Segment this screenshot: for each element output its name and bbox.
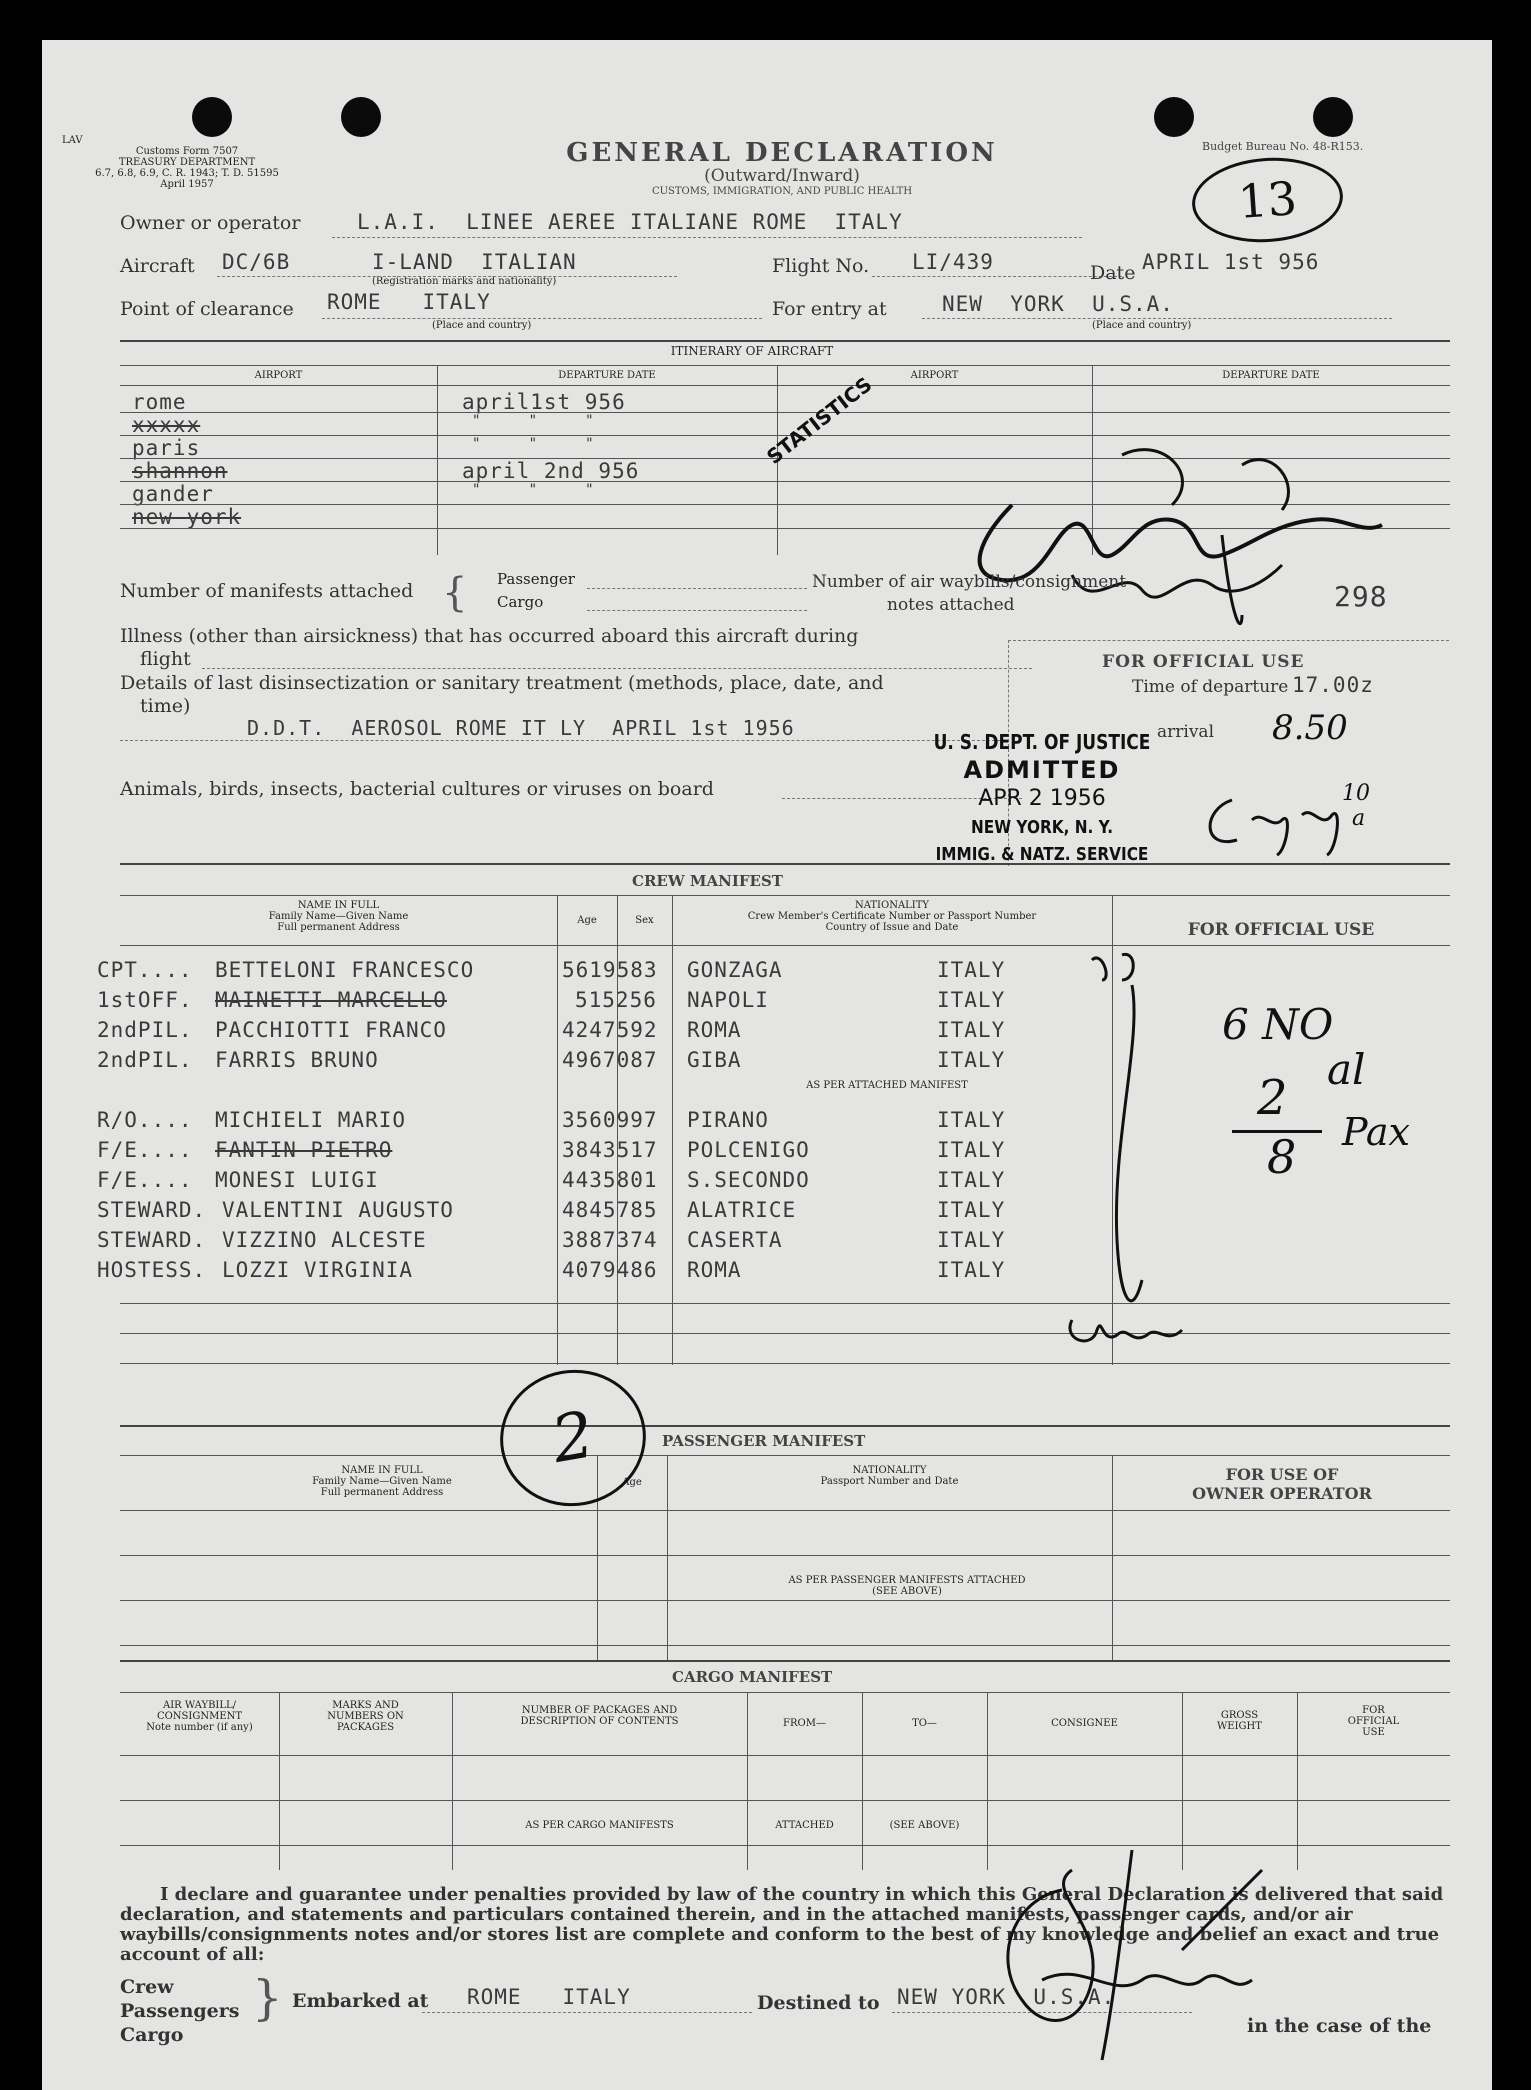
itinerary-col-departure: DEPARTURE DATE xyxy=(558,370,656,381)
crew-nationality: ITALY xyxy=(937,1048,1006,1072)
crew-id-number: 515256 xyxy=(575,988,657,1012)
passenger-col-name: NAME IN FULL Family Name—Given Name Full permanent Address xyxy=(312,1465,452,1498)
crew-bracket-mark xyxy=(1042,940,1242,1360)
crew-id-number: 4845785 xyxy=(562,1198,658,1222)
official-use-title: FOR OFFICIAL USE xyxy=(1102,652,1305,672)
arrival-label: arrival xyxy=(1157,722,1215,742)
clearance-label: Point of clearance xyxy=(120,298,294,320)
cargo-col-consignee: CONSIGNEE xyxy=(1051,1718,1118,1729)
disinsect-label-2: time) xyxy=(140,695,191,717)
note-two: 2 xyxy=(1257,1070,1288,1126)
crew-nationality: ITALY xyxy=(937,1108,1006,1132)
brace: { xyxy=(442,570,468,616)
itinerary-date: " " " xyxy=(472,413,595,429)
crew-role: F/E.... xyxy=(97,1138,193,1162)
flight-label: Flight No. xyxy=(772,255,870,277)
crew-manifest-title: CREW MANIFEST xyxy=(632,872,783,890)
passenger-count: 2 xyxy=(546,1398,600,1478)
itinerary-col-departure-2: DEPARTURE DATE xyxy=(1222,370,1320,381)
aircraft-type: DC/6B xyxy=(222,250,291,274)
form-number: Customs Form 7507 xyxy=(135,146,239,157)
cargo-col-marks: MARKS AND NUMBERS ON PACKAGES xyxy=(327,1700,404,1733)
punch-hole-4 xyxy=(1313,97,1353,137)
admitted-stamp-status: ADMITTED xyxy=(963,756,1121,784)
crew-issue-place: ALATRICE xyxy=(687,1198,797,1222)
crew-issue-place: GONZAGA xyxy=(687,958,783,982)
date-value: APRIL 1st 956 xyxy=(1142,250,1320,274)
note-eight: 8 xyxy=(1267,1130,1297,1184)
embarked-value: ROME ITALY xyxy=(467,1985,631,2009)
crew-nationality: ITALY xyxy=(937,1228,1006,1252)
note-crew-count: 6 NO xyxy=(1222,1000,1334,1049)
notes-attached-label: notes attached xyxy=(887,595,1015,615)
manifests-label: Number of manifests attached xyxy=(120,580,414,602)
crew-id-number: 3560997 xyxy=(562,1108,658,1132)
crew-issue-place: PIRANO xyxy=(687,1108,769,1132)
destined-value: NEW YORK U.S.A. xyxy=(897,1985,1116,2009)
cargo-note-see-above: (SEE ABOVE) xyxy=(889,1820,960,1831)
crew-official-notes xyxy=(1222,1000,1442,1200)
declaration-cargo: Cargo xyxy=(120,2024,184,2046)
budget-number: Budget Bureau No. 48-R153. xyxy=(1202,140,1364,153)
waybill-count: 298 xyxy=(1334,580,1388,613)
owner-label: Owner or operator xyxy=(120,212,301,234)
itinerary-date: april 2nd 956 xyxy=(462,459,640,483)
crew-name: FARRIS BRUNO xyxy=(215,1048,379,1072)
page-number: 13 xyxy=(1236,171,1299,229)
itinerary-airport: xxxxx xyxy=(132,413,201,437)
crew-id-number: 4967087 xyxy=(562,1048,658,1072)
document-page xyxy=(42,40,1492,2090)
passenger-col-owner: FOR USE OF OWNER OPERATOR xyxy=(1192,1465,1372,1503)
itinerary-airport: gander xyxy=(132,482,214,506)
crew-id-number: 3843517 xyxy=(562,1138,658,1162)
admitted-stamp-date: APR 2 1956 xyxy=(978,786,1106,811)
manifest-cargo-label: Cargo xyxy=(497,593,544,611)
cargo-col-to: TO— xyxy=(912,1718,937,1729)
arrival-value: 8.50 xyxy=(1272,708,1348,748)
document-subtitle: (Outward/Inward) xyxy=(704,166,860,186)
itinerary-col-airport-2: AIRPORT xyxy=(910,370,959,381)
entry-value: NEW YORK U.S.A. xyxy=(942,292,1174,316)
cargo-col-waybill: AIR WAYBILL/ CONSIGNMENT Note number (if any) xyxy=(146,1700,253,1733)
passenger-col-age: Age xyxy=(622,1477,642,1488)
crew-name: MICHIELI MARIO xyxy=(215,1108,407,1132)
crew-nationality: ITALY xyxy=(937,958,1006,982)
department: TREASURY DEPARTMENT xyxy=(118,157,256,168)
note-pax: Pax xyxy=(1342,1110,1410,1154)
declaration-text: I declare and guarantee under penalties provided by law of the country in which this General Declaration is delivered that said declaration, and statements and particulars contained therein, and in the attached manifests, passenger cards, and/or air waybills/consignments notes and/or stores list are complete and conform to the best of my knowledge and belief an exact and true account of all: xyxy=(120,1884,1444,1965)
crew-issue-place: ROMA xyxy=(687,1258,742,1282)
itinerary-airport: rome xyxy=(132,390,187,414)
crew-col-name: NAME IN FULL Family Name—Given Name Full permanent Address xyxy=(268,900,409,933)
passenger-col-nationality: NATIONALITY Passport Number and Date xyxy=(820,1465,959,1487)
crew-role: CPT.... xyxy=(97,958,193,982)
svg-text:a: a xyxy=(1352,806,1366,831)
crew-role: HOSTESS. xyxy=(97,1258,207,1282)
crew-issue-place: GIBA xyxy=(687,1048,742,1072)
passenger-attached-note: AS PER PASSENGER MANIFESTS ATTACHED (SEE ABOVE) xyxy=(788,1575,1026,1597)
entry-label: For entry at xyxy=(772,298,887,320)
crew-col-age: Age xyxy=(577,915,597,926)
punch-hole-3 xyxy=(1154,97,1194,137)
crew-name: BETTELONI FRANCESCO xyxy=(215,958,475,982)
crew-name: PACCHIOTTI FRANCO xyxy=(215,1018,447,1042)
crew-issue-place: POLCENIGO xyxy=(687,1138,810,1162)
embarked-label: Embarked at xyxy=(292,1990,429,2012)
clearance-value: ROME ITALY xyxy=(327,290,491,314)
crew-role: STEWARD. xyxy=(97,1198,207,1222)
cargo-col-official: FOR OFFICIAL USE xyxy=(1347,1705,1400,1738)
crew-role: 1stOFF. xyxy=(97,988,193,1012)
crew-issue-place: ROMA xyxy=(687,1018,742,1042)
place-caption-2: (Place and country) xyxy=(1092,320,1192,331)
case-text: in the case of the xyxy=(1247,2015,1432,2037)
cargo-manifest-title: CARGO MANIFEST xyxy=(672,1668,833,1686)
crew-name: MONESI LUIGI xyxy=(215,1168,379,1192)
passenger-manifest-title: PASSENGER MANIFEST xyxy=(662,1432,866,1450)
crew-nationality: ITALY xyxy=(937,1138,1006,1162)
crew-col-nationality: NATIONALITY Crew Member's Certificate Number or Passport Number Country of Issue and Date xyxy=(747,900,1037,933)
declaration-crew: Crew xyxy=(120,1976,174,1998)
passenger-count-circled xyxy=(489,1358,656,1517)
declaration-brace: } xyxy=(252,1970,283,2026)
destined-label: Destined to xyxy=(757,1992,880,2014)
itinerary-airport: new york xyxy=(132,505,242,529)
crew-attached-note: AS PER ATTACHED MANIFEST xyxy=(806,1080,968,1091)
document-subtitle-2: CUSTOMS, IMMIGRATION, AND PUBLIC HEALTH xyxy=(651,186,913,197)
flight-value: LI/439 xyxy=(912,250,994,274)
crew-name: VIZZINO ALCESTE xyxy=(222,1228,427,1252)
manifest-passenger-label: Passenger xyxy=(497,570,575,588)
svg-text:10: 10 xyxy=(1342,781,1370,806)
page-number-circled xyxy=(1189,153,1345,247)
cargo-note-manifests: AS PER CARGO MANIFESTS xyxy=(525,1820,674,1831)
waybill-label: Number of air waybills/consignment xyxy=(812,572,1127,592)
departure-time-label: Time of departure xyxy=(1132,677,1289,697)
crew-id-number: 4247592 xyxy=(562,1018,658,1042)
cargo-note-attached: ATTACHED xyxy=(775,1820,834,1831)
departure-time-value: 17.00z xyxy=(1292,673,1374,697)
regulation-ref: 6.7, 6.8, 6.9, C. R. 1943; T. D. 51595 xyxy=(95,168,279,179)
declarant-signature xyxy=(982,1830,1302,2090)
animals-label: Animals, birds, insects, bacterial cultures or viruses on board xyxy=(120,778,714,800)
itinerary-date: " " " xyxy=(472,482,595,498)
crew-issue-place: CASERTA xyxy=(687,1228,783,1252)
itinerary-date: " " " xyxy=(472,436,595,452)
crew-nationality: ITALY xyxy=(937,1168,1006,1192)
itinerary-col-airport: AIRPORT xyxy=(254,370,303,381)
disinsect-label: Details of last disinsectization or sanitary treatment (methods, place, date, and xyxy=(120,672,884,694)
cargo-col-description: NUMBER OF PACKAGES AND DESCRIPTION OF CONTENTS xyxy=(520,1705,679,1727)
crew-role: STEWARD. xyxy=(97,1228,207,1252)
crew-name: LOZZI VIRGINIA xyxy=(222,1258,414,1282)
official-handwriting xyxy=(1192,770,1412,860)
admitted-stamp xyxy=(892,730,1192,865)
punch-hole-2 xyxy=(341,97,381,137)
crew-role: R/O.... xyxy=(97,1108,193,1132)
illness-label-2: flight xyxy=(140,648,191,670)
crew-id-number: 5619583 xyxy=(562,958,658,982)
aircraft-label: Aircraft xyxy=(120,255,195,277)
statistics-stamp: STATISTICS xyxy=(762,372,877,469)
crew-role: 2ndPIL. xyxy=(97,1018,193,1042)
form-date: April 1957 xyxy=(160,179,214,190)
crew-id-number: 4435801 xyxy=(562,1168,658,1192)
crew-issue-place: NAPOLI xyxy=(687,988,769,1012)
disinsect-value: D.D.T. AEROSOL ROME IT LY APRIL 1st 1956 xyxy=(247,716,795,740)
crew-name: FANTIN PIETRO xyxy=(215,1138,393,1162)
registration-caption: (Registration marks and nationality) xyxy=(372,276,557,287)
cargo-col-weight: GROSS WEIGHT xyxy=(1217,1710,1262,1732)
date-label: Date xyxy=(1090,262,1136,284)
crew-id-number: 4079486 xyxy=(562,1258,658,1282)
crew-nationality: ITALY xyxy=(937,1258,1006,1282)
crew-role: 2ndPIL. xyxy=(97,1048,193,1072)
crew-role: F/E.... xyxy=(97,1168,193,1192)
crew-issue-place: S.SECONDO xyxy=(687,1168,810,1192)
admitted-stamp-service: IMMIG. & NATZ. SERVICE xyxy=(935,844,1149,865)
crew-nationality: ITALY xyxy=(937,988,1006,1012)
itinerary-airport: paris xyxy=(132,436,201,460)
itinerary-title: ITINERARY OF AIRCRAFT xyxy=(670,344,834,358)
crew-col-official: FOR OFFICIAL USE xyxy=(1187,920,1375,940)
admitted-stamp-agency: U. S. DEPT. OF JUSTICE xyxy=(933,730,1151,754)
declaration-passengers: Passengers xyxy=(120,2000,240,2022)
crew-name: VALENTINI AUGUSTO xyxy=(222,1198,454,1222)
form-id-block xyxy=(62,135,312,190)
itinerary-date: april1st 956 xyxy=(462,390,626,414)
crew-col-sex: Sex xyxy=(635,915,654,926)
admitted-stamp-city: NEW YORK, N. Y. xyxy=(970,817,1114,838)
aircraft-registration: I-LAND ITALIAN xyxy=(372,250,577,274)
cargo-col-from: FROM— xyxy=(783,1718,826,1729)
crew-id-number: 3887374 xyxy=(562,1228,658,1252)
punch-hole-1 xyxy=(192,97,232,137)
crew-nationality: ITALY xyxy=(937,1198,1006,1222)
place-caption: (Place and country) xyxy=(432,320,532,331)
crew-name: MAINETTI MARCELLO xyxy=(215,988,447,1012)
itinerary-airport: shannon xyxy=(132,459,228,483)
illness-label: Illness (other than airsickness) that has occurred aboard this aircraft during xyxy=(120,625,859,647)
note-al: al xyxy=(1327,1045,1366,1094)
form-code: LAV xyxy=(62,135,83,146)
document-title: GENERAL DECLARATION xyxy=(566,138,998,168)
crew-nationality: ITALY xyxy=(937,1018,1006,1042)
owner-value: L.A.I. LINEE AEREE ITALIANE ROME ITALY xyxy=(357,210,903,234)
